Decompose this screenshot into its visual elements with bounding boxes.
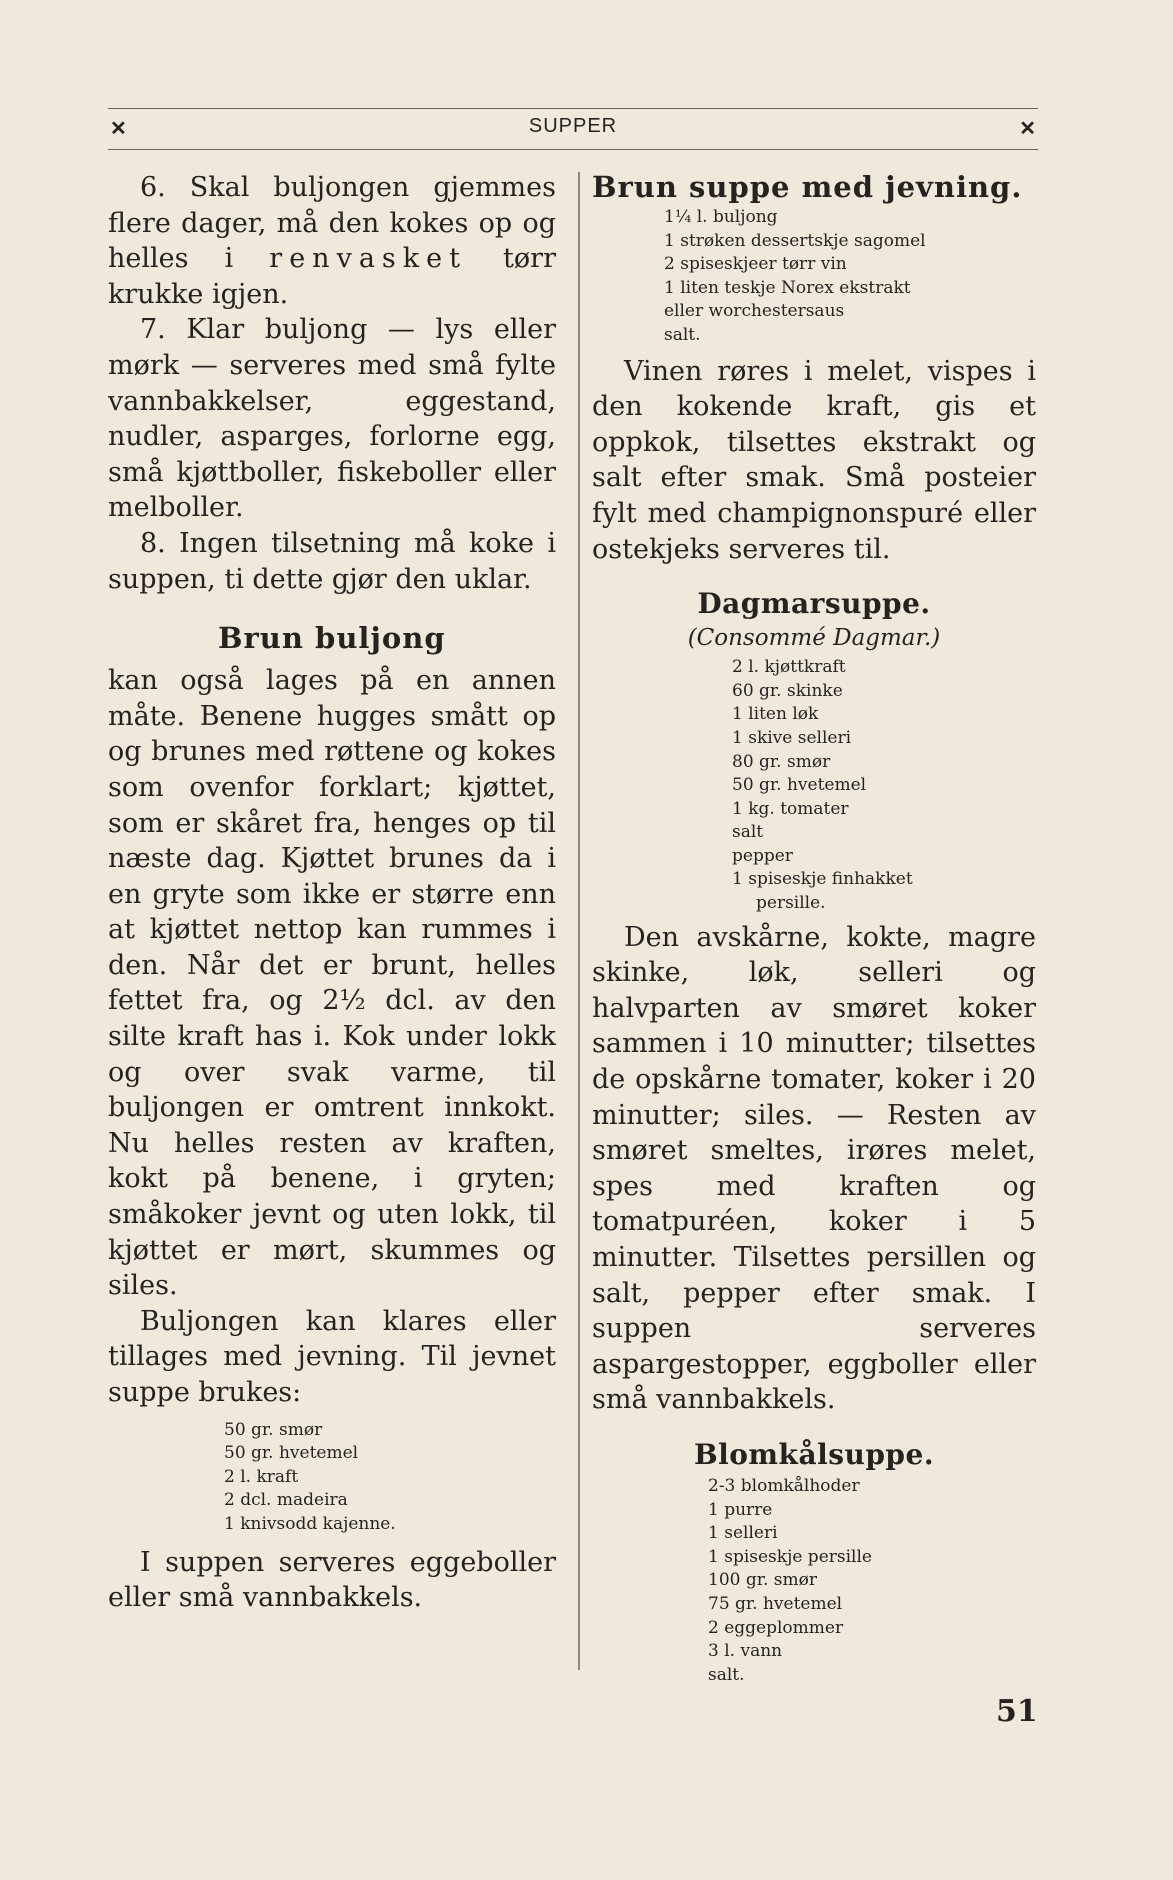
ingredient-item: 2 eggeplommer <box>708 1617 844 1638</box>
heading-brun-suppe-jevning: Brun suppe med jevning. <box>592 170 1023 204</box>
ingredient-list-blomkal <box>708 1475 1036 1687</box>
heading-dagmarsuppe: Dagmarsuppe. <box>697 587 931 621</box>
paragraph-klares: Buljongen kan klares eller tillages med jevning. Til jevnet suppe brukes: <box>108 1305 556 1408</box>
running-header-title: SUPPER <box>528 115 618 137</box>
left-column <box>108 170 556 1616</box>
paragraph-6-text: 6. Skal buljongen gjemmes flere dager, må den kokes op og helles i <box>108 172 556 275</box>
right-column <box>592 170 1036 1687</box>
ingredient-item: 1 skive selleri <box>732 727 852 748</box>
heading-blomkalsuppe: Blomkålsuppe. <box>693 1437 935 1471</box>
ingredient-item: 2-3 blomkålhoder <box>708 1475 860 1496</box>
paragraph-serveres: I suppen serveres eggeboller eller små vannbakkels. <box>108 1546 556 1614</box>
ingredient-item: 1 spiseskje persille <box>708 1546 872 1567</box>
ingredient-list-dagmar <box>732 656 1036 916</box>
ingredient-item: salt. <box>708 1664 745 1685</box>
ingredient-item: pepper <box>732 845 793 866</box>
ingredient-item: 3 l. vann <box>708 1641 783 1662</box>
ingredient-item: 1 strøken dessertskje sagomel <box>664 230 926 251</box>
ornament-right-icon: ✕ <box>1019 116 1036 140</box>
ingredient-item: 1 liten løk <box>732 704 819 725</box>
ingredient-item: salt. <box>664 324 701 345</box>
ingredient-item: 100 gr. smør <box>708 1570 818 1591</box>
ingredient-list-jevnet <box>224 1419 556 1537</box>
paragraph-dagmar: Den avskårne, kokte, magre skinke, løk, selleri og halvparten av smøret koker sammen i 10 minutter; tilsettes de opskårne tomater, koker i 20 minutter; siles. — Resten av smøret smeltes, irøres melet, spes med kraften og tomatpuréen, koker i 5 minutter. Tilsettes persillen og salt, pepper efter smak. I suppen serveres aspargestopper, eggboller eller små vannbakkels. <box>592 921 1036 1416</box>
ingredient-list-jevning <box>664 206 1036 348</box>
paragraph-jevning: Vinen røres i melet, vispes i den kokende kraft, gis et oppkok, tilsettes ekstrakt og salt efter smak. Små posteier fylt med champignonspuré eller ostekjeks serveres til. <box>592 355 1036 565</box>
ingredient-item: 75 gr. hvetemel <box>708 1593 843 1614</box>
ingredient-item: 2 spiseskjeer tørr vin <box>664 254 847 275</box>
ingredient-item: 1¼ l. buljong <box>664 207 778 227</box>
heading-brun-buljong: Brun buljong <box>218 621 446 656</box>
ingredient-item: 1 liten teskje Norex ekstrakt <box>664 277 911 298</box>
paragraph-6 <box>108 170 556 312</box>
ingredient-item: 1 kg. tomater <box>732 798 849 819</box>
subheading-consomme-dagmar: (Consommé Dagmar.) <box>687 625 941 652</box>
running-header <box>108 108 1038 150</box>
ingredient-item: salt <box>732 822 764 843</box>
ingredient-item: 80 gr. smør <box>732 751 831 772</box>
ingredient-item: persille. <box>756 893 826 914</box>
ingredient-item: 50 gr. smør <box>224 1419 323 1440</box>
ingredient-item: 50 gr. hvetemel <box>224 1443 359 1464</box>
ingredient-item: 1 knivsodd kajenne. <box>224 1513 396 1534</box>
paragraph-brun-buljong: kan også lages på en annen måte. Benene hugges smått op og brunes med røttene og kokes som ovenfor forklart; kjøttet, som er skåret fra, henges op til næste dag. Kjøttet brunes da i en gryte som ikke er større enn at kjøttet nettop kan rummes i den. Når det er brunt, helles fettet fra, og 2½ dcl. av den silte kraft has i. Kok under lokk og over svak varme, til buljongen er omtrent innkokt. Nu helles resten av kraften, kokt på benene, i gryten; småkoker jevnt og uten lokk, til kjøttet er mørt, skummes og siles. <box>108 665 556 1302</box>
ingredient-item: eller worchestersaus <box>664 301 845 322</box>
ingredient-item: 50 gr. hvetemel <box>732 775 867 796</box>
page-number: 51 <box>996 1694 1038 1729</box>
ingredient-item: 60 gr. skinke <box>732 680 843 701</box>
ingredient-item: 2 dcl. madeira <box>224 1490 348 1511</box>
paragraph-8: 8. Ingen tilsetning må koke i suppen, ti dette gjør den uklar. <box>108 527 556 595</box>
ingredient-item: 1 spiseskje finhakket <box>732 869 913 890</box>
paragraph-6-emphasis: renvasket <box>269 243 467 275</box>
ingredient-item: 1 purre <box>708 1499 773 1520</box>
paragraph-6-end: tørr krukke igjen. <box>108 243 556 310</box>
ornament-left-icon: ✕ <box>110 116 127 140</box>
ingredient-item: 1 selleri <box>708 1523 778 1544</box>
paragraph-7: 7. Klar buljong — lys eller mørk — serveres med små fylte vannbakkelser, eggestand, nudler, asparges, forlorne egg, små kjøttboller, fiskeboller eller melboller. <box>108 314 556 524</box>
ingredient-item: 2 l. kjøttkraft <box>732 657 846 678</box>
ingredient-item: 2 l. kraft <box>224 1466 299 1487</box>
column-divider <box>578 172 580 1670</box>
